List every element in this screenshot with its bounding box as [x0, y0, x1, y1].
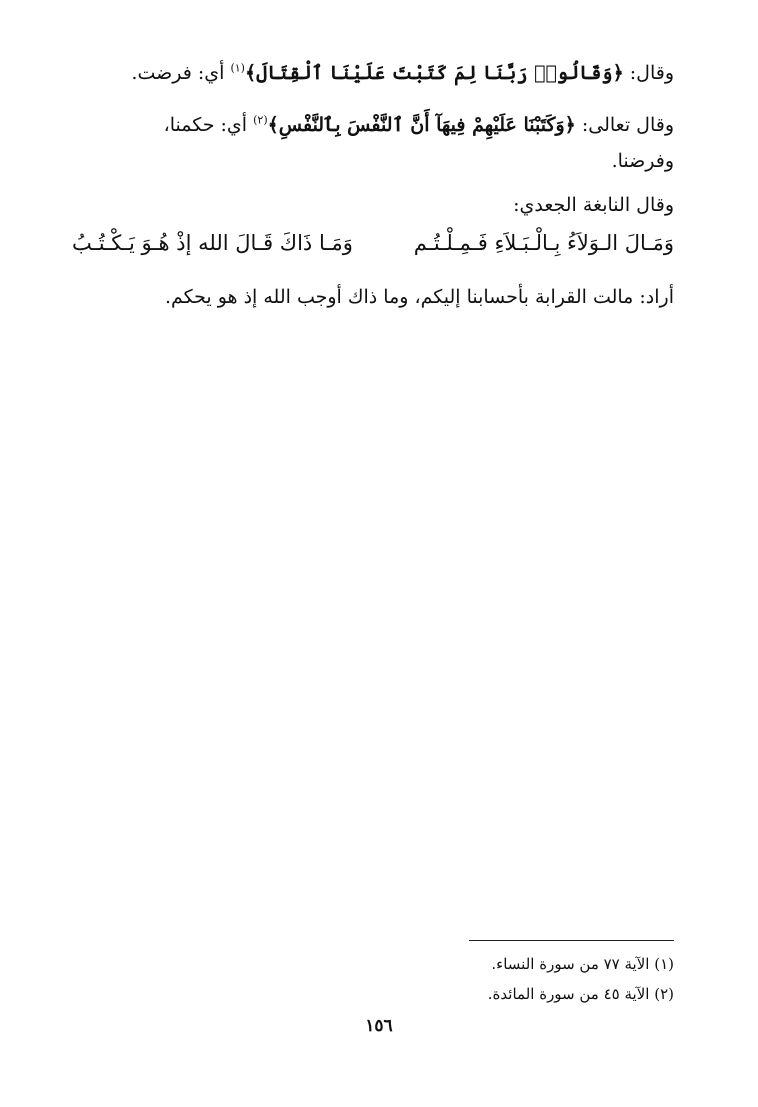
- page-number: ١٥٦: [365, 1016, 393, 1036]
- footnote-2: (٢) الآية ٤٥ من سورة المائدة.: [487, 985, 674, 1003]
- footnote-ref-1[interactable]: (١): [230, 61, 245, 75]
- line-2-gloss: أي: حكمنا،: [163, 114, 254, 136]
- paragraph-line-2: [72, 110, 674, 140]
- paragraph-line-5: أراد: مالت القرابة بأحسابنا إليكم، وما ذاك أوجب الله إذ هو يحكم.: [164, 286, 674, 308]
- line-2-intro: وقال تعالى:: [575, 114, 674, 136]
- footnote-divider: [469, 940, 674, 941]
- poem-intro: وقال النابغة الجعدي:: [513, 194, 674, 216]
- quran-verse-1: ﴿وَقَالُوا۟ رَبَّنَا لِمَ كَتَبْتَ عَلَيْنَا ٱلْقِتَالَ﴾: [244, 62, 624, 84]
- line-1-intro: وقال:: [623, 62, 674, 84]
- paragraph-line-3: وفرضنا.: [611, 150, 674, 172]
- line-1-gloss: أي: فرضت.: [131, 62, 231, 84]
- footnote-ref-2[interactable]: (٢): [253, 113, 268, 127]
- paragraph-line-1: [72, 58, 674, 88]
- poem-verse: [72, 226, 674, 260]
- poem-right-hemistich: وَمَـالَ الـوَلاَءُ بِـالْـبَـلاَءِ فَـمِـلْـتُـم: [413, 231, 674, 255]
- poem-left-hemistich: وَمَـا ذَاكَ قَـالَ الله إذْ هُـوَ يَـكْـتُـبُ: [72, 231, 353, 255]
- footnote-1: (١) الآية ٧٧ من سورة النساء.: [491, 955, 674, 973]
- quran-verse-2: ﴿وَكَتَبْنَا عَلَيْهِمْ فِيهَآ أَنَّ ٱلنَّفْسَ بِٱلنَّفْسِ﴾: [267, 114, 576, 136]
